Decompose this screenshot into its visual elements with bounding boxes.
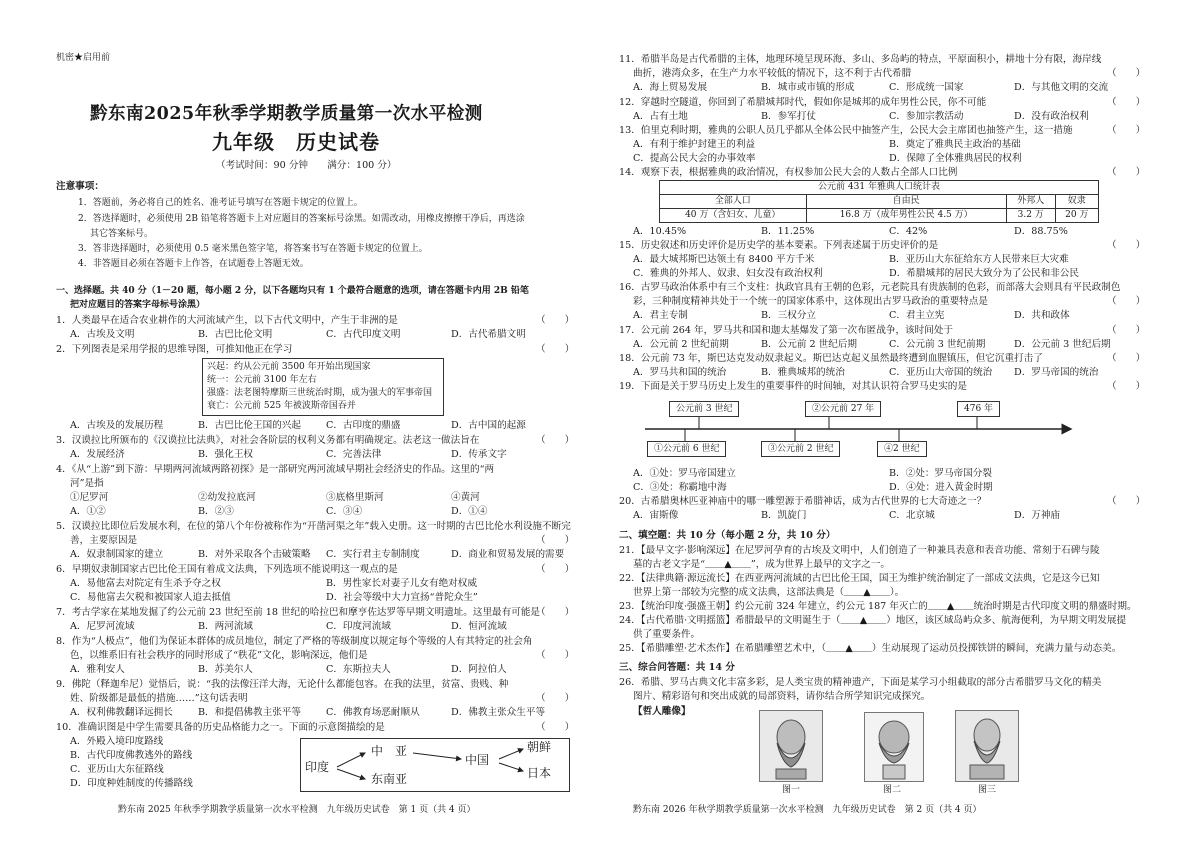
table-header: 奴隶 (1055, 195, 1098, 209)
population-table (659, 180, 1099, 223)
question-23: 23．【统治印度·强盛王朝】约公元前 324 年建立，约公元 187 年灭亡的＿＿▲＿＿统治时期是古代印度文明的鼎盛时期。 (619, 601, 1137, 612)
figure-caption-2: 图二 (883, 785, 902, 795)
item-3: ③底格里斯河 (326, 492, 384, 503)
option-b: B．对外采取各个击破策略 (198, 549, 311, 560)
option-d: D．商业和贸易发展的需要 (451, 549, 565, 560)
question-22-cont: 世界上第一部较为完整的成文法典，这部法典是（＿＿▲＿＿）。 (633, 587, 905, 598)
answer-paren: （ ） (1107, 240, 1146, 251)
question-24: 24．【古代希腊·文明摇篮】希腊最早的文明诞生于（＿＿▲＿＿）地区，该区域岛屿众多、航海便利，为早期文明发展提 (619, 615, 1127, 626)
question-5-cont: 善，主要原因是 (70, 535, 138, 546)
note-item: 3．答非选择题时，必须使用 0.5 毫米黑色签字笔，将答案书写在答题卡规定的位置上。 (78, 244, 428, 254)
option-a: A．尼罗河流域 (70, 621, 135, 632)
option-d: D．万神庙 (1014, 510, 1061, 521)
timeline-label-bottom: ③公元前 2 世纪 (761, 441, 840, 457)
option-a: A．古埃及文明 (70, 329, 135, 340)
answer-paren: （ ） (536, 564, 575, 575)
footer-left: 黔东南 2025 年秋季学期教学质量第一次水平检测 九年级历史试卷 第 1 页（共 4 页） (118, 805, 476, 815)
timeline-label-top: 公元前 3 世纪 (669, 401, 739, 417)
option-d: D．传承文字 (451, 449, 507, 460)
option-c: C．佛教育场恶耐顺从 (326, 707, 420, 718)
timeline-label-bottom: ④2 世纪 (877, 441, 927, 457)
option-d: D．恒河流域 (451, 621, 507, 632)
option-a: A．有利于维护封建王的利益 (633, 139, 756, 150)
map-label-southeast-asia: 东南亚 (371, 772, 408, 786)
section3-heading: 三、综合问答题：共 14 分 (619, 662, 735, 673)
option-b: B．和提倡佛教主张平等 (198, 707, 301, 718)
question-3: 3．汉谟拉比所颁布的《汉谟拉比法典》，对社会各阶层的权利义务都有明确规定。法老这一做法旨在 (56, 435, 480, 446)
option-a: A．君主专制 (633, 310, 688, 321)
option-c: C．③处：称霸地中海 (633, 482, 727, 493)
question-15: 15．历史叙述和历史评价是历史学的基本要素。下列表述属于历史评价的是 (619, 240, 939, 251)
question-9: 9．佛陀（释迦牟尼）觉悟后，说：“我的法像汪洋大海，无论什么都能包容。在我的法里，贫富、贵贱、种 (56, 679, 509, 690)
option-b: B．雅典城邦的统治 (761, 367, 845, 378)
option-c: C．形成统一国家 (889, 82, 964, 93)
option-b: B．三权分立 (761, 310, 817, 321)
option-a: A．外殿入境印度路线 (70, 736, 164, 747)
question-22: 22．【法律典籍·源远流长】在西亚两河流域的古巴比伦王国，国王为维护统治制定了一部成文法典，它是这今已知 (619, 573, 1100, 584)
option-b: B．凯旋门 (761, 510, 807, 521)
option-b: B．公元前 2 世纪后期 (761, 339, 858, 350)
answer-paren: （ ） (1107, 353, 1146, 364)
option-b: B．古巴比伦文明 (198, 329, 273, 340)
question-12: 12．穿越时空隧道，你回到了希腊城邦时代，假如你是城邦的成年男性公民，你不可能 (619, 97, 987, 108)
question-1: 1．人类最早在适合农业耕作的大河流域产生，以下古代文明中，产生于非洲的是 (56, 315, 398, 326)
option-c: C．亚历山大帝国的统治 (889, 367, 993, 378)
mind-map-line: 统一：公元前 3100 年左右 (207, 375, 317, 385)
option-c: C．实行君主专制制度 (326, 549, 420, 560)
confidential-mark: 机密★启用前 (56, 53, 111, 63)
option-a: A．海上贸易发展 (633, 82, 708, 93)
option-c: C．古代印度文明 (326, 329, 401, 340)
answer-paren: （ ） (536, 722, 575, 733)
option-b: B．②处：罗马帝国分裂 (889, 468, 992, 479)
option-d: D．阿拉伯人 (451, 664, 507, 675)
map-label-china: 中国 (465, 753, 490, 767)
question-14: 14．观察下表，根据雅典的政治情况，有权参加公民大会的人数占全部人口比例 (619, 167, 958, 178)
note-item: 4．非答题目必须在答题卡上作答，在试题卷上答题无效。 (78, 259, 309, 269)
option-c: C．雅典的外邦人、奴隶、妇女没有政治权利 (633, 268, 823, 279)
question-21-cont: 墓的古老文字是“＿＿▲＿＿”，成为世界上最早的文字之一。 (633, 559, 891, 570)
question-21: 21．【最早文字·影响深远】在尼罗河孕育的古埃及文明中，人们创造了一种兼具表意和表音功能、常刻于石碑与陵 (619, 545, 1100, 556)
item-2: ②幼发拉底河 (198, 492, 256, 503)
option-b: B．强化王权 (198, 449, 254, 460)
question-8: 8．作为“人极点”，他们为保证本群体的成员地位，制定了严格的等级制度以规定每个等级的人有其特定的社会角 (56, 636, 533, 647)
statue-3-drawing (956, 711, 1018, 781)
statue-1-drawing (760, 711, 822, 781)
answer-paren: （ ） (536, 650, 575, 661)
note-item: 其它答案标号。 (90, 229, 154, 239)
note-item: 1．答题前，务必将自己的姓名、准考证号填写在答题卡规定的位置上。 (78, 198, 363, 208)
option-c: C．君主立宪 (889, 310, 945, 321)
option-d: D．①④ (451, 506, 488, 517)
map-label-korea: 朝鲜 (527, 740, 552, 754)
mind-map-line: 衰亡：公元前 525 年被波斯帝国吞并 (207, 401, 356, 411)
question-26-cont: 图片、精彩语句和突出成就的局部资料，请你结合所学知识完成探究。 (633, 691, 931, 702)
option-a: A．占有土地 (633, 111, 688, 122)
table-cell: 3.2 万 (1006, 209, 1055, 223)
option-d: D．共和政体 (1014, 310, 1070, 321)
map-label-central-asia: 中 亚 (371, 744, 408, 758)
question-24-cont: 供了重要条件。 (633, 629, 701, 640)
question-8-cont: 色，以维系旧有社会秩序的同时形成了“秩花”文化，影响深远，他们是 (70, 650, 368, 661)
table-header: 全部人口 (660, 195, 807, 209)
question-2: 2．下列图表是采用学报的思维导图，可推知他正在学习 (56, 344, 293, 355)
answer-paren: （ ） (1107, 167, 1146, 178)
item-1: ①尼罗河 (70, 492, 109, 503)
question-9-cont: 姓、阶级都是最低的措施……”这句话表明 (70, 693, 248, 704)
option-b: B．奠定了雅典民主政治的基础 (889, 139, 1021, 150)
option-c: C．古印度的鼎盛 (326, 420, 401, 431)
question-17: 17．公元前 264 年，罗马共和国和迦太基爆发了第一次布匿战争，该时间处于 (619, 325, 954, 336)
question-18: 18．公元前 73 年，斯巴达克发动奴隶起义。斯巴达克起义虽然最终遭到血腥镇压，但它沉重打击了 (619, 353, 1043, 364)
question-20: 20．古希腊奥林匹亚神庙中的哪一雕塑源于希腊神话，成为古代世界的七大奇迹之一？ (619, 496, 987, 507)
answer-paren: （ ） (536, 435, 575, 446)
timeline-label-bottom: ①公元前 6 世纪 (647, 441, 726, 457)
table-header: 自由民 (806, 195, 1006, 209)
map-label-japan: 日本 (527, 766, 552, 780)
option-a: A．①② (70, 506, 106, 517)
option-b: B．两河流域 (198, 621, 254, 632)
option-a: A．权利佛教翻译远拥长 (70, 707, 173, 718)
answer-paren: （ ） (536, 315, 575, 326)
statue-image-2 (864, 712, 924, 782)
option-c: C．参加宗教活动 (889, 111, 964, 122)
option-a: A．发展经济 (70, 449, 125, 460)
option-d: D．88.75% (1014, 226, 1068, 237)
option-b: B．11.25% (761, 226, 815, 237)
notes-heading: 注意事项： (56, 181, 104, 192)
option-d: D．佛教主张众生平等 (451, 707, 546, 718)
timeline-label-top: 476 年 (957, 401, 1000, 417)
table-title: 公元前 431 年雅典人口统计表 (660, 181, 1099, 195)
answer-paren: （ ） (536, 693, 575, 704)
option-d: D．保障了全体雅典居民的权利 (889, 153, 1022, 164)
option-d: D．④处：进入黄金时期 (889, 482, 993, 493)
answer-paren: （ ） (536, 344, 575, 355)
option-d: D．社会等级中大力宣扬“普陀众生” (326, 592, 478, 603)
question-16: 16．古罗马政治体系中有三个支柱：执政官具有王朝的色彩，元老院具有贵族制的色彩，而部落大会则具有平民政制色 (619, 282, 1121, 293)
mind-map-line: 强盛：法老图特摩斯三世统治时期，成为强大的军事帝国 (207, 388, 433, 398)
question-11: 11．希腊半岛是古代希腊的主体，地理环境呈现环海、多山、多岛屿的特点，平原面积小，耕地十分有限，海岸线 (619, 54, 1102, 65)
option-a: A．宙斯像 (633, 510, 679, 521)
option-b: B．苏美尔人 (198, 664, 254, 675)
figure-caption-1: 图一 (782, 785, 801, 795)
option-b: B．②③ (198, 506, 234, 517)
timeline-label-top: ②公元前 27 年 (805, 401, 881, 417)
subsection-philosopher-statues: 【哲人雕像】 (633, 706, 691, 717)
table-header: 外邦人 (1006, 195, 1055, 209)
option-c: C．完善法律 (326, 449, 382, 460)
question-26: 26．希腊、罗马古典文化丰富多彩，是人类宝贵的精神遗产，下面是某学习小组截取的部分古希腊罗马文化的精美 (619, 677, 1102, 688)
question-4: 4．《从“上游”到下游：早期两河流域两路初探》是一部研究两河流域早期社会经济史的作品。这里的“两 (56, 464, 495, 475)
option-d: D．古中国的起源 (451, 420, 526, 431)
answer-paren: （ ） (1107, 97, 1146, 108)
map-label-india: 印度 (305, 760, 330, 774)
mind-map-box (202, 358, 444, 416)
option-b: B．男性家长对妻子儿女有绝对权威 (326, 578, 477, 589)
option-d: D．没有政治权利 (1014, 111, 1089, 122)
exam-info: （考试时间：90 分钟 满分：100 分） (216, 160, 397, 171)
option-a: A．雅利安人 (70, 664, 125, 675)
question-11-cont: 曲折，港湾众多，在生产力水平较低的情况下，这不利于古代希腊 (633, 68, 912, 79)
question-19: 19．下面是关于罗马历史上发生的重要事件的时间轴，对其认识符合罗马史实的是 (619, 381, 967, 392)
route-map (300, 738, 570, 792)
option-a: A．罗马共和国的统治 (633, 367, 727, 378)
option-b: B．参军打仗 (761, 111, 817, 122)
option-d: D．印度种姓制度的传播路线 (70, 778, 193, 789)
option-a: A．①处：罗马帝国建立 (633, 468, 736, 479)
answer-paren: （ ） (1107, 68, 1146, 79)
option-c: C．印度河流域 (326, 621, 391, 632)
option-a: A．易他富去对院定有生杀予夺之权 (70, 578, 221, 589)
answer-paren: （ ） (1107, 325, 1146, 336)
note-item: 2．答选择题时，必须使用 2B 铅笔将答题卡上对应题目的答案标号涂黑。如需改动，用橡皮擦擦干净后，再选涂 (78, 214, 525, 224)
question-4-cont: 河”是指 (70, 478, 104, 489)
section2-heading: 二、填空题：共 10 分（每小题 2 分，共 10 分） (619, 530, 836, 541)
answer-paren: （ ） (536, 535, 575, 546)
question-6: 6．早期奴隶制国家古巴比伦王国有着成文法典，下列选项不能说明这一观点的是 (56, 564, 398, 575)
table-cell: 16.8 万（成年男性公民 4.5 万） (806, 209, 1006, 223)
option-c: C．③④ (326, 506, 363, 517)
option-c: C．提高公民大会的办事效率 (633, 153, 756, 164)
item-4: ④黄河 (451, 492, 480, 503)
exam-title: 黔东南2025年秋季学期教学质量第一次水平检测 (90, 104, 483, 124)
section1-heading: 一、选择题。共 40 分（1－20 题，每小题 2 分，以下各题均只有 1 个最符合题意的选项，请在答题卡内用 2B 铅笔 (56, 286, 529, 296)
answer-paren: （ ） (1107, 496, 1146, 507)
question-10: 10．准确识图是中学生需要具备的历史品格能力之一。下面的示意图描绘的是 (56, 722, 385, 733)
question-5: 5．汉谟拉比即位后发展水利，在位的第八个年份被称作为“开凿河渠之年”载入史册。这一时期的古巴比伦水利设施不断完 (56, 521, 571, 532)
answer-paren: （ ） (1107, 125, 1146, 136)
figure-caption-3: 图三 (978, 785, 997, 795)
option-b: B．古巴比伦王国的兴起 (198, 420, 301, 431)
statue-2-drawing (865, 713, 923, 781)
timeline (639, 395, 1079, 461)
mind-map-line: 兴起：约从公元前 3500 年开始出现国家 (207, 362, 371, 372)
option-a: A．最大城邦斯巴达领土有 8400 平方千米 (633, 254, 815, 265)
option-b: B．亚历山大东征给东方人民带来巨大灾难 (889, 254, 1069, 265)
option-c: C．公元前 3 世纪前期 (889, 339, 986, 350)
option-d: D．古代希腊文明 (451, 329, 526, 340)
option-a: A．奴隶制国家的建立 (70, 549, 164, 560)
answer-paren: （ ） (1107, 296, 1146, 307)
table-cell: 40 万（含妇女、儿童） (660, 209, 807, 223)
exam-subtitle: 九年级 历史试卷 (212, 130, 380, 154)
answer-paren: （ ） (536, 607, 575, 618)
option-d: D．公元前 3 世纪后期 (1014, 339, 1111, 350)
option-b: B．古代印度佛教逃外的路线 (70, 750, 193, 761)
option-d: D．罗马帝国的统治 (1014, 367, 1099, 378)
option-c: C．东斯拉夫人 (326, 664, 391, 675)
option-c: C．北京城 (889, 510, 935, 521)
question-25: 25．【希腊雕塑·艺术杰作】在希腊雕塑艺术中，（＿＿▲＿＿）生动展现了运动员投掷铁饼的瞬间，充满力量与动态美。 (619, 643, 1122, 654)
option-d: D．与其他文明的交流 (1014, 82, 1109, 93)
section1-heading-2: 把对应题目的答案字母标号涂黑） (70, 300, 206, 310)
option-b: B．城市或市镇的形成 (761, 82, 855, 93)
table-cell: 20 万 (1055, 209, 1098, 223)
option-c: C．亚历山大东征路线 (70, 764, 164, 775)
option-a: A．古埃及的发展历程 (70, 420, 164, 431)
question-16-cont: 彩，三种制度精神共处于一个统一的国家体系中，这体现出古罗马政治的重要特点是 (633, 296, 988, 307)
footer-right: 黔东南 2026 年秋学期教学质量第一次水平检测 九年级历史试卷 第 2 页（共 4 页） (633, 805, 982, 815)
question-7: 7．考古学家在某地发掘了约公元前 23 世纪至前 18 世纪的哈拉巴和摩亨佐达罗等早期文明遗址。这里最有可能是 (56, 607, 541, 618)
option-c: C．42% (889, 226, 928, 237)
option-a: A．公元前 2 世纪前期 (633, 339, 729, 350)
option-a: A．10.45% (633, 226, 687, 237)
answer-paren: （ ） (1107, 381, 1146, 392)
option-c: C．易他富去欠税和被国家人追去抵值 (70, 592, 231, 603)
statue-image-1 (759, 710, 823, 782)
question-13: 13．伯里克利时期，雅典的公职人员几乎都从全体公民中抽签产生，公民大会主席团也抽签产生，这一措施 (619, 125, 1073, 136)
option-d: D．希腊城邦的居民大致分为了公民和非公民 (889, 268, 1079, 279)
statue-image-3 (955, 710, 1019, 782)
